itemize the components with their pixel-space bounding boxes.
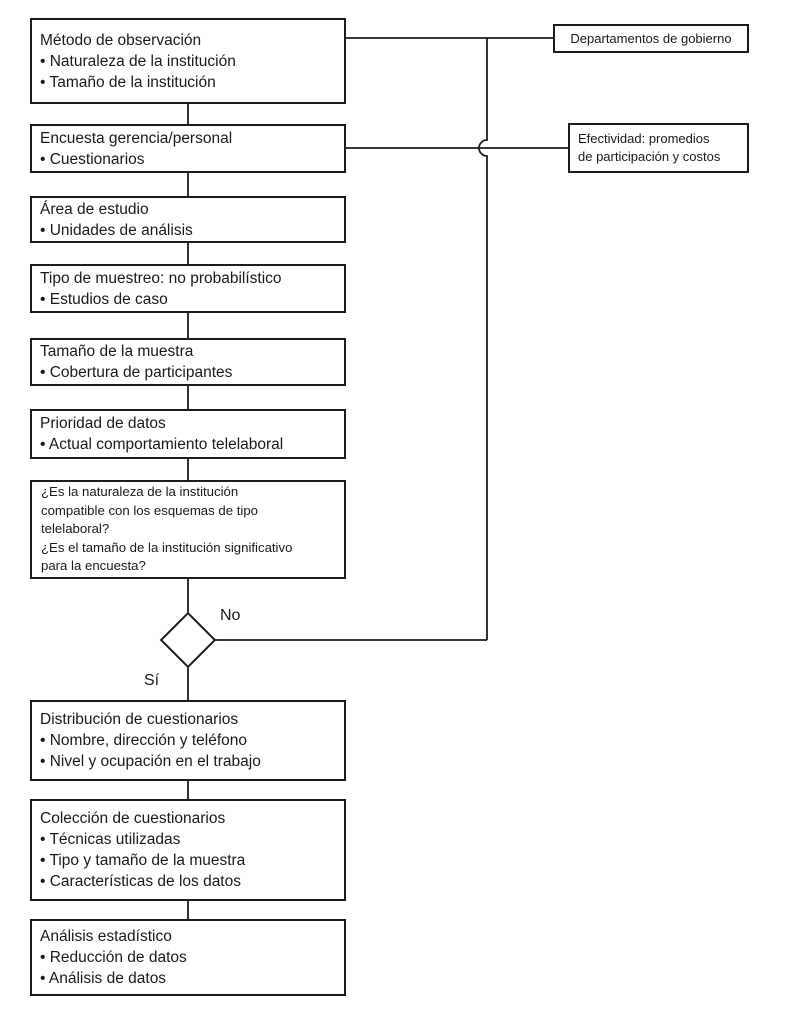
box-title: Tipo de muestreo: no probabilístico — [40, 269, 282, 287]
side-box-text: Departamentos de gobierno — [570, 30, 732, 46]
box-bullet: • Nivel y ocupación en el trabajo — [40, 753, 261, 770]
flow-box-area-de-estudio — [30, 196, 346, 243]
box-bullet: • Reducción de datos — [40, 949, 187, 966]
box-bullet: • Actual comportamiento telelaboral — [40, 436, 284, 453]
question-line: para la encuesta? — [41, 558, 146, 574]
flow-box-encuesta-gerencia-personal — [30, 124, 346, 173]
flow-box-prioridad-de-datos — [30, 409, 346, 459]
flow-box-analisis-estadistico — [30, 919, 346, 996]
flow-box-coleccion-de-cuestionarios — [30, 799, 346, 901]
side-box-text-line: de participación y costos — [578, 149, 721, 164]
box-title: Colección de cuestionarios — [40, 810, 226, 827]
flow-box-pregunta-compatibilidad — [30, 480, 346, 579]
box-bullet: • Tamaño de la institución — [40, 73, 216, 91]
box-bullet: • Técnicas utilizadas — [40, 831, 181, 848]
flow-box-tamano-de-la-muestra — [30, 338, 346, 386]
box-bullet: • Cobertura de participantes — [40, 364, 233, 381]
question-line: compatible con los esquemas de tipo — [41, 502, 258, 518]
side-box-text-line: Efectividad: promedios — [578, 131, 710, 146]
box-title: Encuesta gerencia/personal — [40, 129, 233, 147]
decision-label-no: No — [220, 607, 241, 624]
box-title: Análisis estadístico — [40, 928, 172, 945]
box-bullet: • Cuestionarios — [40, 150, 145, 168]
box-title: Tamaño de la muestra — [40, 343, 194, 360]
box-title: Área de estudio — [40, 200, 149, 218]
flow-box-tipo-de-muestreo — [30, 264, 346, 313]
question-line: ¿Es la naturaleza de la institución — [41, 484, 239, 500]
box-bullet: • Análisis de datos — [40, 970, 167, 987]
box-title: Prioridad de datos — [40, 415, 166, 432]
box-bullet: • Características de los datos — [40, 873, 241, 890]
box-bullet: • Estudios de caso — [40, 290, 168, 308]
flow-box-metodo-de-observacion — [30, 18, 346, 104]
box-bullet: • Unidades de análisis — [40, 221, 193, 239]
question-line: telelaboral? — [41, 521, 110, 537]
side-box-departamentos-de-gobierno — [553, 24, 749, 53]
decision-label-si: Sí — [144, 672, 160, 689]
flow-box-distribucion-de-cuestionarios — [30, 700, 346, 781]
box-bullet: • Naturaleza de la institución — [40, 52, 236, 70]
box-bullet: • Nombre, dirección y teléfono — [40, 732, 248, 749]
side-box-efectividad — [568, 123, 749, 173]
question-line: ¿Es el tamaño de la institución significativo — [41, 539, 293, 555]
box-title: Distribución de cuestionarios — [40, 711, 239, 728]
box-title: Método de observación — [40, 31, 202, 49]
box-bullet: • Tipo y tamaño de la muestra — [40, 852, 246, 869]
